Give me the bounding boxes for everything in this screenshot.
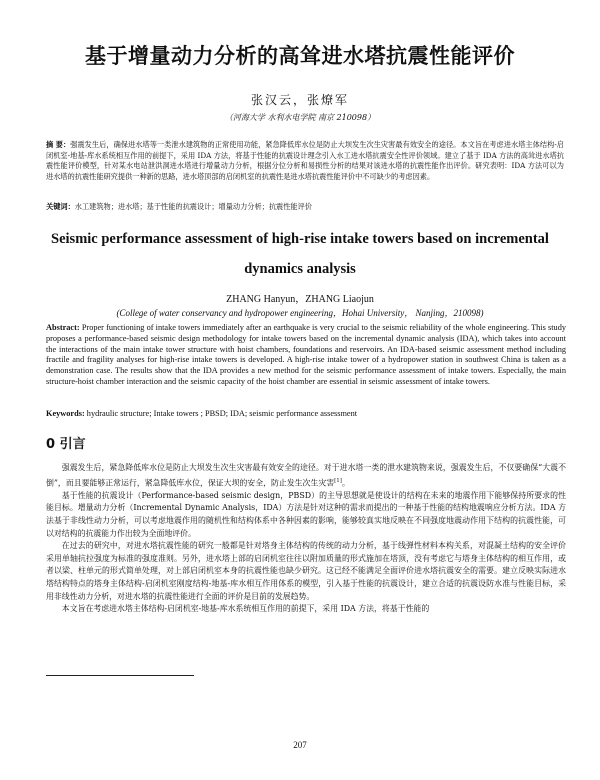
- page-number: 207: [293, 740, 307, 750]
- english-abstract: [46, 323, 566, 388]
- paragraph-text: 在过去的研究中，对进水塔抗震性能的研究一般都是针对塔身主体结构的传统的动力分析，基于线弹性材料本构关系，对混凝土结构的安全评价采用单轴抗拉强度为标准的强度准则。另外，进水塔上部的启闭机室往往以附加质量的形式施加在塔顶，没有考虑它与塔身主体结构的相互作用，或者以梁、柱单元的形式简单处理，对上部启闭机室本身的抗震性能也缺少研究。这已经不能满足全面评价进水塔抗震安全的需要。建立反映实际进水塔结构特点的塔身主体结构-启闭机室刚度结构-地基-库水相互作用体系的模型，引入基于性能的抗震设计，建立合适的抗震设防水准与性能目标，采用非线性动力分析，对进水塔的抗震性能进行全面的评价是目前的发展趋势。: [46, 541, 566, 601]
- english-authors: ZHANG Hanyun，ZHANG Liaojun: [226, 294, 374, 305]
- english-title: Seismic performance assessment of high-rise intake towers based on incremental dynamics analysis: [51, 231, 549, 277]
- chinese-title: 基于增量动力分析的高耸进水塔抗震性能评价: [85, 44, 515, 68]
- english-keywords: [46, 409, 566, 419]
- body-paragraph: [46, 603, 566, 616]
- english-abstract-text: Proper functioning of intake towers immediately after an earthquake is very crucial to the seismic reliability of the whole engineering. This study proposes a performance-based seismic design methodology for intake towers based on the incremental dynamic analysis (IDA), which takes into account the interactions of the main intake tower structure with hoist chambers, foundations and reservoirs. An IDA-based seismic assessment method including fractile and fragility analyses for high-rise intake towers is developed. A high-rise intake tower of a hydropower station in southwest China is taken as a demonstration case. The results show that the IDA provides a new method for the seismic performance assessment of intake towers. Especially, the main structure-hoist chamber interaction and the seismic capacity of the hoist chamber are essential in seismic assessment of intake towers.: [46, 323, 566, 386]
- chinese-keywords: [46, 202, 564, 212]
- chinese-keywords-text: 水工建筑物；进水塔；基于性能的抗震设计；增量动力分析；抗震性能评价: [74, 202, 312, 211]
- english-abstract-label: Abstract:: [46, 323, 80, 332]
- body-text: [46, 462, 566, 616]
- english-keywords-text: hydraulic structure; Intake towers ; PBSD; IDA; seismic performance assessment: [86, 409, 358, 418]
- footnote-rule: [46, 675, 194, 676]
- paragraph-text: 基于性能的抗震设计（Performance-based seismic design，PBSD）的主导思想就是使设计的结构在未来的地震作用下能够保持所要求的性能目标。增量动力分析（Incremental Dynamic Analysis，IDA）方法是针对这种的需求而提出的一种基于性能的结构地震响应分析方法。IDA 方法基于非线性动力分析，可以考虑地震作用的随机性和结构体系中各种因素的影响，能够较真实地反映在不同强度地震动作用下结构的抗震性能，可以对结构的抗震能力作出较为全面地评价。: [46, 490, 566, 538]
- body-paragraph: [46, 490, 566, 540]
- chinese-keywords-label: 关键词：: [46, 202, 75, 211]
- chinese-abstract-text: 强震发生后，确保进水塔等一类泄水建筑物的正常使用功能，紧急降低库水位是防止大坝发生次生灾害最有效安全的途径。本文旨在考虑进水塔主体结构-启闭机室-地基-库水系统相互作用的前提下，采用 IDA 方法，将基于性能的抗震设计理念引入水工进水塔抗震安全性评价领域。建立了基于 IDA 方法的高耸进水塔抗震性能评价模型，针对某水电站泄洪洞进水塔进行增量动力分析，根据分位分析和易损性分析的结果对该进水塔的抗震性能作出评价。研究表明：IDA 方法可以为进水塔的抗震性能研究提供一种新的思路，进水塔顶部的启闭机室的抗震性是进水塔抗震性能评价中不可缺少的考虑因素。: [46, 140, 564, 181]
- chinese-authors: 张汉云，张燎军: [250, 93, 349, 107]
- citation: [1]: [334, 477, 342, 484]
- english-keywords-label: Keywords:: [46, 409, 85, 418]
- paragraph-text-end: 。: [341, 478, 350, 488]
- body-paragraph: [46, 540, 566, 603]
- section-heading: 0 引言: [46, 437, 86, 452]
- body-paragraph: [46, 462, 566, 490]
- chinese-abstract: [46, 140, 564, 182]
- paragraph-text: 强震发生后，紧急降低库水位是防止大坝发生次生灾害最有效安全的途径。对于进水塔一类的泄水建筑物来说，强震发生后，不仅要确保“大震不倒”，而且要能够正常运行，紧急降低库水位，保证大坝的安全，防止发生次生灾害: [46, 463, 566, 488]
- chinese-abstract-label: 摘 要：: [46, 140, 71, 149]
- paragraph-text: 本文旨在考虑进水塔主体结构-启闭机室-地基-库水系统相互作用的前提下，采用 IDA 方法，将基于性能的: [61, 604, 430, 614]
- chinese-affiliation: （河海大学 水利水电学院 南京 210098）: [224, 113, 376, 122]
- english-affiliation: (College of water conservancy and hydropower engineering，Hohai University， Nanjing，210098): [116, 308, 484, 318]
